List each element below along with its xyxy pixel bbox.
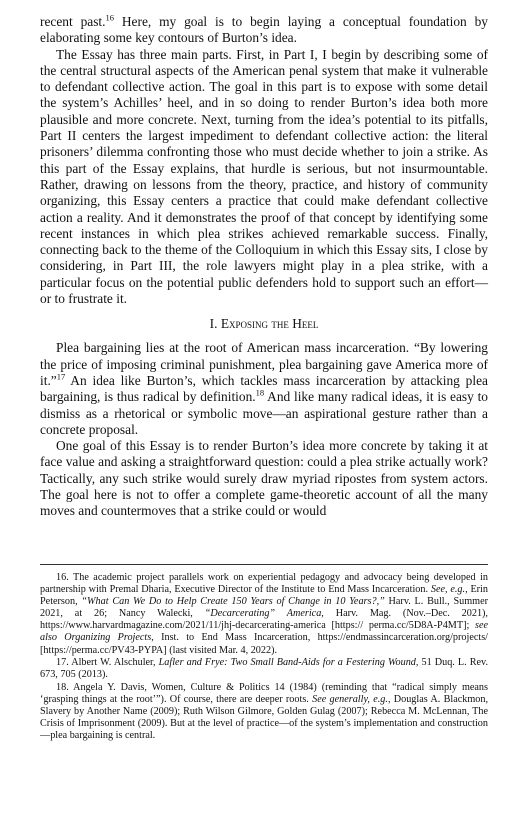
footnote-text: Harv. L. Bull., Summer 2021, at 26; Nancy Walecki, [40,596,488,620]
signal-text: See, e.g. [430,584,466,596]
paragraph-intro-end [40,14,488,47]
signal-text: see also Organizing Projects [40,620,488,644]
citation-title: Lafler and Frye: Two Small Band-Aids for a Festering Wound [158,657,416,669]
paragraph-text: Here, my goal is to begin laying a conceptual foundation by elaborating some key contours of Burton’s idea. [40,14,488,46]
footnote-text: 16. The academic project parallels work on experiential pedagogy and advocacy being developed in partnership with Premal Dharia, Executive Director of the Institute to End Mass Incarceration. [40,572,488,596]
citation-title: “Decarcerating” America [204,608,322,620]
citation-title: “What Can We Do to Help Create 150 Years of Change in 10 Years?,” [81,596,385,608]
footnote-text: 17. Albert W. Alschuler, [56,657,159,669]
footnote-16 [40,572,488,657]
footnote-divider [40,564,488,565]
paragraph-text: recent past. [40,14,106,29]
footnote-text: , 51 Duq. L. Rev. 673, 705 (2013). [40,657,489,681]
footnote-text: , Douglas A. Blackmon, Slavery by Another Name (2009); Ruth Wilson Gilmore, Golden Gulag (2007); Rebecca M. McLennan, The Crisis of Imprisonment (2009). But at the level of practice—of the system’s implementation and construction—plea bargaining is central. [40,693,488,742]
section-title: Exposing the Heel [220,316,319,332]
footnote-text: , Harv. Mag. (Nov.–Dec. 2021), https://www.harvardmagazine.com/2021/11/jhj-decarcerating-america [https:// perma.cc/5D8A-P4MT]; [40,608,488,632]
section-heading [40,316,488,332]
footnote-ref-18[interactable]: 18 [255,387,265,398]
footnote-18 [40,682,488,742]
footnote-text: 18. Angela Y. Davis, Women, Culture & Politics 14 (1984) (reminding that “radical simply means ‘grasping things at the root’”). Of course, there are deeper roots. [40,681,488,705]
footnote-text: , Erin Peterson, [40,584,488,608]
paragraph-essay-outline: The Essay has three main parts. First, in Part I, I begin by describing some of the central structural aspects of the American penal system that make it vulnerable to defendant collective action. The goal in this part is to expose with some detail the system’s Achilles’ heel, and in so doing to render Burton’s idea both more plausible and more concrete. Next, turning from the idea’s potential to its pitfalls, Part II centers the largest impediment to defendant collective action: the literal prisoners’ dilemma confronting those who must decide whether to join a strike. As this part of the Essay explains, that hurdle is serious, but not insurmountable. Rather, drawing on lessons from the theory, practice, and history of community organizing, this Essay centers a practice that could make defendant collective action a reality. And it demonstrates the proof of that concept by identifying some recent instances in which plea strikes achieved remarkable success. Finally, connecting back to the theme of the Colloquium in which this Essay sits, I close by considering, in Part III, the role lawyers might play in a plea strike, with a particular focus on the potential public defenders hold to support such an effort—or to frustrate it. [40,46,488,307]
paragraph-text: Plea bargaining lies at the root of American mass incarceration. “By lowering the price of imposing criminal punishment, plea bargaining gave America more of it.” [40,340,488,388]
section-number: I. [209,316,218,332]
page-body [40,14,488,520]
paragraph-plea-bargaining [40,340,488,438]
paragraph-text: And like many radical ideas, it is easy to dismiss as a rhetorical or symbolic move—an aspirational gesture rather than a concrete proposal. [40,389,489,437]
footnote-ref-16[interactable]: 16 [105,12,114,23]
signal-text: See generally, e.g. [312,693,388,705]
footnote-17 [40,657,488,681]
footnote-ref-17[interactable]: 17 [56,371,66,382]
paragraph-essay-goal: One goal of this Essay is to render Burton’s idea more concrete by taking it at face value and asking a straightforward question: could a plea strike actually work? Tactically, any such strike would surely draw myriad ripostes from system actors. The goal here is not to offer a complete game-theoretic account of all the many moves and countermoves that a strike could or would [40,438,488,519]
footnote-text: , Inst. to End Mass Incarceration, https://endmassincarceration.org/projects/ [https://perma.cc/PV43-PYPA] (last visited Mar. 4, 2022). [40,632,488,656]
paragraph-text: An idea like Burton’s, which tackles mass incarceration by attacking plea bargaining, is thus radical by definition. [40,372,488,405]
footnotes [40,572,488,743]
